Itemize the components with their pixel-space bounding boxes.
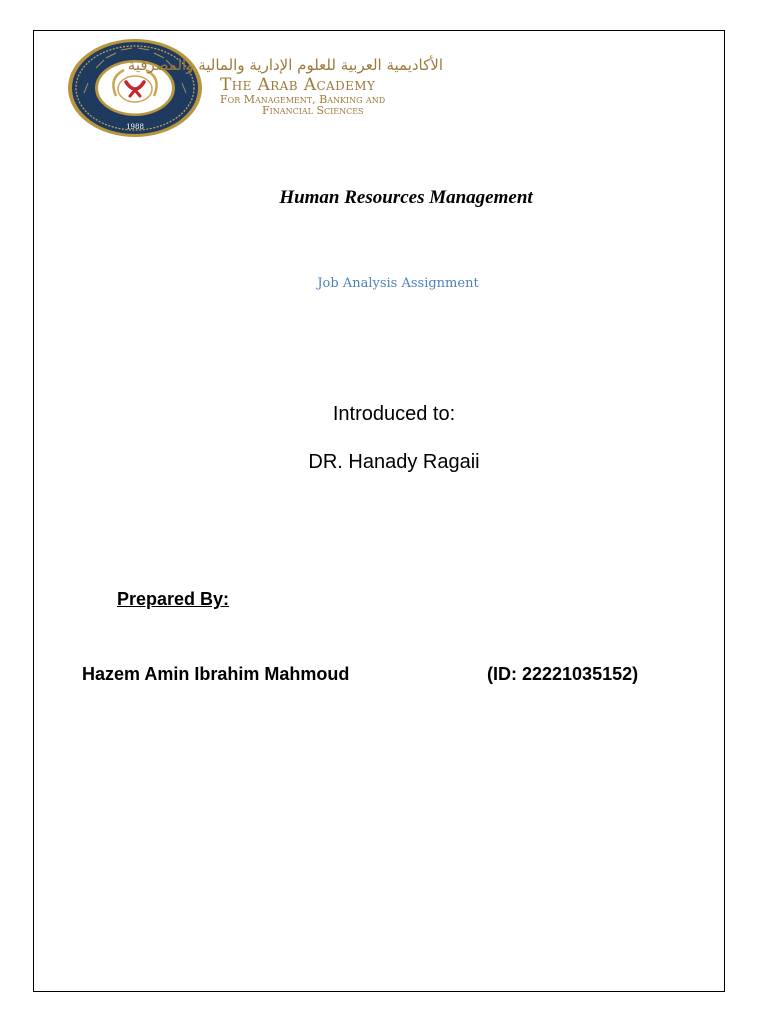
academy-subtitle-line1: For Management, Banking and xyxy=(220,93,386,106)
academy-name: The Arab Academy xyxy=(220,75,376,95)
academy-subtitle-line2: Financial Sciences xyxy=(262,104,364,117)
assignment-title: Job Analysis Assignment xyxy=(317,276,479,291)
academy-seal-logo xyxy=(66,38,204,138)
course-title: Human Resources Management xyxy=(279,187,533,208)
student-id: (ID: 22221035152) xyxy=(487,664,639,684)
recipient-name: DR. Hanady Ragaii xyxy=(308,451,480,473)
prepared-by-label: Prepared By: xyxy=(117,589,230,609)
introduced-to-label: Introduced to: xyxy=(332,403,456,425)
academy-arabic-name: الأكاديمية العربية للعلوم الإدارية والمالية والمصرفية xyxy=(127,56,443,74)
academy-wordmark xyxy=(127,54,443,118)
student-name: Hazem Amin Ibrahim Mahmoud xyxy=(82,664,350,684)
page-border xyxy=(33,30,725,992)
seal-year: 1988 xyxy=(126,123,144,131)
